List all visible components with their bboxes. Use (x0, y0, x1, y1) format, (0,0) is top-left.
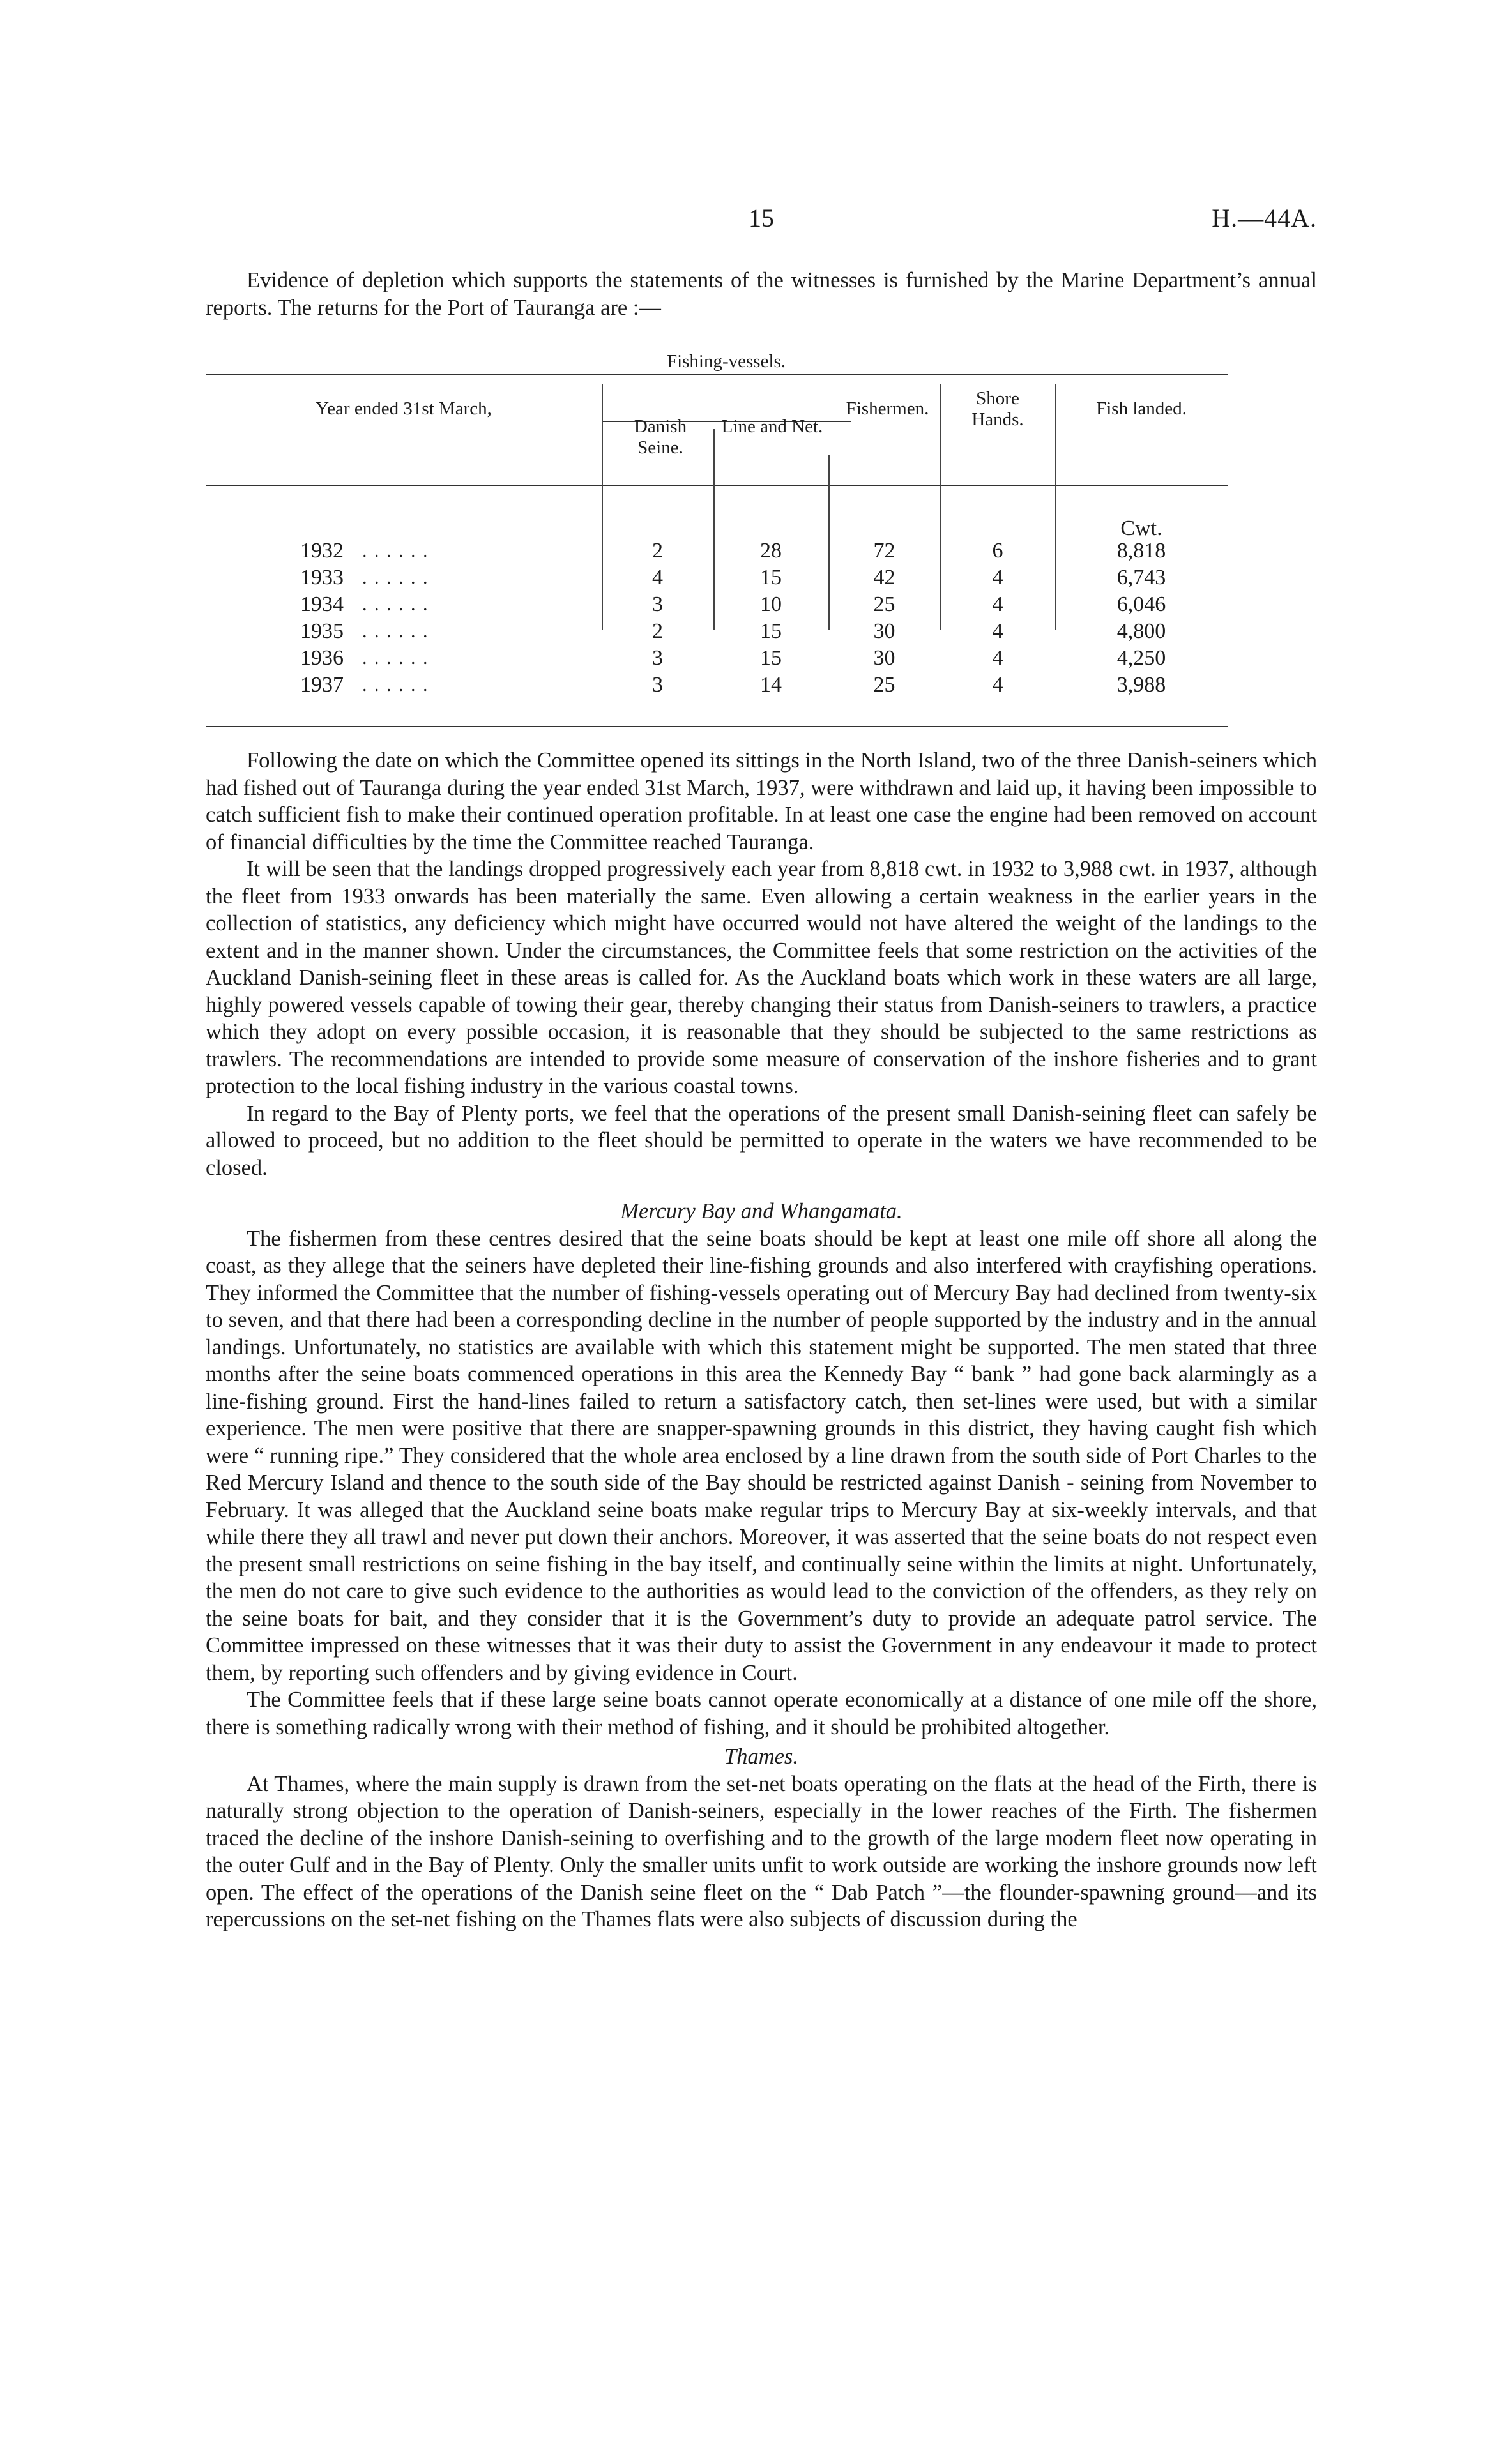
fish-cell: 3,988 (1116, 673, 1166, 697)
document-page (206, 0, 1317, 2464)
fishermen-cell: 30 (873, 619, 895, 643)
header-shore-hands: Shore Hands. (971, 388, 1024, 430)
leader-dots: . . . . . . (362, 674, 429, 695)
year-cell: 1935 (300, 619, 344, 643)
year-cell: 1933 (300, 566, 344, 589)
paragraph: Following the date on which the Committee opened its sittings in the North Island, two of the three Danish-seiners which had fished out of Tauranga during the year ended 31st March, 1937, were withdrawn and laid up, it having been impossible to catch sufficient fish to make their continued operation profitable. In at least one case the engine had been removed on account of financial difficulties by the time the Committee reached Tauranga. (206, 748, 1317, 854)
shore-cell: 4 (992, 593, 1003, 616)
intro-paragraph-block (206, 267, 1317, 321)
danish-cell: 3 (652, 646, 663, 670)
danish-cell: 2 (652, 539, 663, 563)
line-cell: 15 (760, 566, 782, 589)
page-number: 15 (749, 204, 774, 232)
shore-cell: 4 (992, 566, 1003, 589)
header-fish-landed: Fish landed. (1096, 398, 1187, 419)
danish-cell: 2 (652, 619, 663, 643)
line-cell: 10 (760, 593, 782, 616)
line-cell: 15 (760, 646, 782, 670)
unit-label: Cwt. (1120, 517, 1162, 540)
fish-cell: 6,743 (1116, 566, 1166, 589)
page-header (206, 203, 1317, 241)
header-fishermen: Fishermen. (846, 398, 929, 419)
paragraph: It will be seen that the landings dropped progressively each year from 8,818 cwt. in 1932 to 3,988 cwt. in 1937, although the fleet from 1933 onwards has been materially the same. Even allowing a certain weakness in the earlier years in the collection of statistics, any deficiency which might have occurred would not have altered the weight of the landings to the extent and in the manner shown. Under the circumstances, the Committee feels that some restriction on the activities of the Auckland Danish-seining fleet in these areas is called for. As the Auckland boats which work in these waters are all large, highly powered vessels capable of towing their gear, thereby changing their status from Danish-seiners to trawlers, a practice which they adopt on every possible occasion, it is reasonable that they should be subjected to the same restrictions as trawlers. The recommendations are intended to provide some measure of conservation of the inshore fisheries and to grant protection to the local fishing industry in the various coastal towns. (206, 857, 1317, 1098)
shore-cell: 4 (992, 673, 1003, 697)
year-cell: 1936 (300, 646, 344, 670)
fishermen-cell: 25 (873, 593, 895, 616)
leader-dots: . . . . . . (362, 647, 429, 669)
leader-dots: . . . . . . (362, 540, 429, 561)
fish-cell: 6,046 (1116, 593, 1166, 616)
fishermen-cell: 30 (873, 646, 895, 670)
leader-dots: . . . . . . (362, 567, 429, 588)
fishermen-cell: 42 (873, 566, 895, 589)
shore-cell: 4 (992, 619, 1003, 643)
line-cell: 28 (760, 539, 782, 563)
shore-cell: 4 (992, 646, 1003, 670)
leader-dots: . . . . . . (362, 621, 429, 642)
paragraph: The Committee feels that if these large seine boats cannot operate economically at a distance of one mile off the shore, there is something radically wrong with their method of fishing, and it should be prohibited altogether. (206, 1688, 1317, 1739)
tauranga-returns-table (206, 327, 1228, 736)
body-text (206, 747, 1317, 1933)
table-top-rule (206, 374, 1228, 375)
intro-paragraph: Evidence of depletion which supports the statements of the witnesses is furnished by the Marine Department’s annual reports. The returns for the Port of Tauranga are :— (206, 268, 1317, 320)
header-danish-seine: Danish Seine. (634, 416, 687, 458)
header-year: Year ended 31st March, (316, 398, 492, 419)
table-header-rule (206, 485, 1228, 486)
document-reference: H.—44A. (1212, 204, 1317, 232)
paragraph: The fishermen from these centres desired that the seine boats should be kept at least one mile off shore all along the coast, as they allege that the seiners have depleted their line-fishing grounds and also interfered with crayfishing operations. They informed the Committee that the number of fishing-vessels operating out of Mercury Bay had declined from twenty-six to seven, and that there had been a corresponding decline in the number of people supported by the industry and in the annual landings. Unfortunately, no statistics are available with which this statement might be supported. The men stated that three months after the seine boats commenced operations in this area the Kennedy Bay “ bank ” had gone back alarmingly as a line-fishing ground. First the hand-lines failed to return a satisfactory catch, then set-lines were used, but with a similar experience. The men were positive that there are snapper-spawning grounds in this district, they having caught fish which were “ running ripe.” They considered that the whole area enclosed by a line drawn from the south side of Port Charles to the Red Mercury Island and thence to the south side of the Bay should be restricted against Danish - seining from November to February. It was alleged that the Auckland seine boats make regular trips to Mercury Bay at six-weekly intervals, and that while there they all trawl and never put down their anchors. Moreover, it was asserted that the seine boats do not respect even the present small restrictions on seine fishing in the bay itself, and continually seine within the limits at night. Unfortunately, the men do not care to give such evidence to the authorities as would lead to the conviction of the offenders, as they rely on the seine boats for bait, and they consider that it is the Government’s duty to provide an adequate patrol service. The Committee impressed on these witnesses that it was their duty to assist the Government in any endeavour it made to protect them, by reporting such offenders and by giving evidence in Court. (206, 1226, 1317, 1685)
fishermen-cell: 25 (873, 673, 895, 697)
fish-cell: 4,800 (1116, 619, 1166, 643)
line-cell: 15 (760, 619, 782, 643)
fish-cell: 8,818 (1116, 539, 1166, 563)
danish-cell: 4 (652, 566, 663, 589)
danish-cell: 3 (652, 673, 663, 697)
year-cell: 1932 (300, 539, 344, 563)
shore-cell: 6 (992, 539, 1003, 563)
fish-cell: 4,250 (1116, 646, 1166, 670)
section-heading-thames: Thames. (724, 1744, 798, 1769)
paragraph: At Thames, where the main supply is drawn from the set-net boats operating on the flats at the head of the Firth, there is naturally strong objection to the operation of Danish-seiners, especially in the lower reaches of the Firth. The fishermen traced the decline of the inshore Danish-seining to overfishing and to the growth of the large modern fleet now operating in the outer Gulf and in the Bay of Plenty. Only the smaller units unfit to work outside are working the inshore grounds now left open. The effect of the operations of the Danish seine fleet on the “ Dab Patch ”—the flounder-spawning ground—and its repercussions on the set-net fishing on the Thames flats were also subjects of discussion during the (206, 1771, 1317, 1931)
header-fishing-vessels: Fishing-vessels. (666, 351, 786, 372)
fishermen-cell: 72 (873, 539, 895, 563)
header-line-and-net: Line and Net. (721, 416, 823, 437)
year-cell: 1937 (300, 673, 344, 697)
leader-dots: . . . . . . (362, 594, 429, 615)
paragraph: In regard to the Bay of Plenty ports, we feel that the operations of the present small Danish-seining fleet can safely be allowed to proceed, but no addition to the fleet should be permitted to operate in the waters we have recommended to be closed. (206, 1101, 1317, 1180)
danish-cell: 3 (652, 593, 663, 616)
year-cell: 1934 (300, 593, 344, 616)
section-heading-mercury-bay: Mercury Bay and Whangamata. (620, 1199, 902, 1223)
table-bottom-rule (206, 726, 1228, 727)
line-cell: 14 (760, 673, 782, 697)
